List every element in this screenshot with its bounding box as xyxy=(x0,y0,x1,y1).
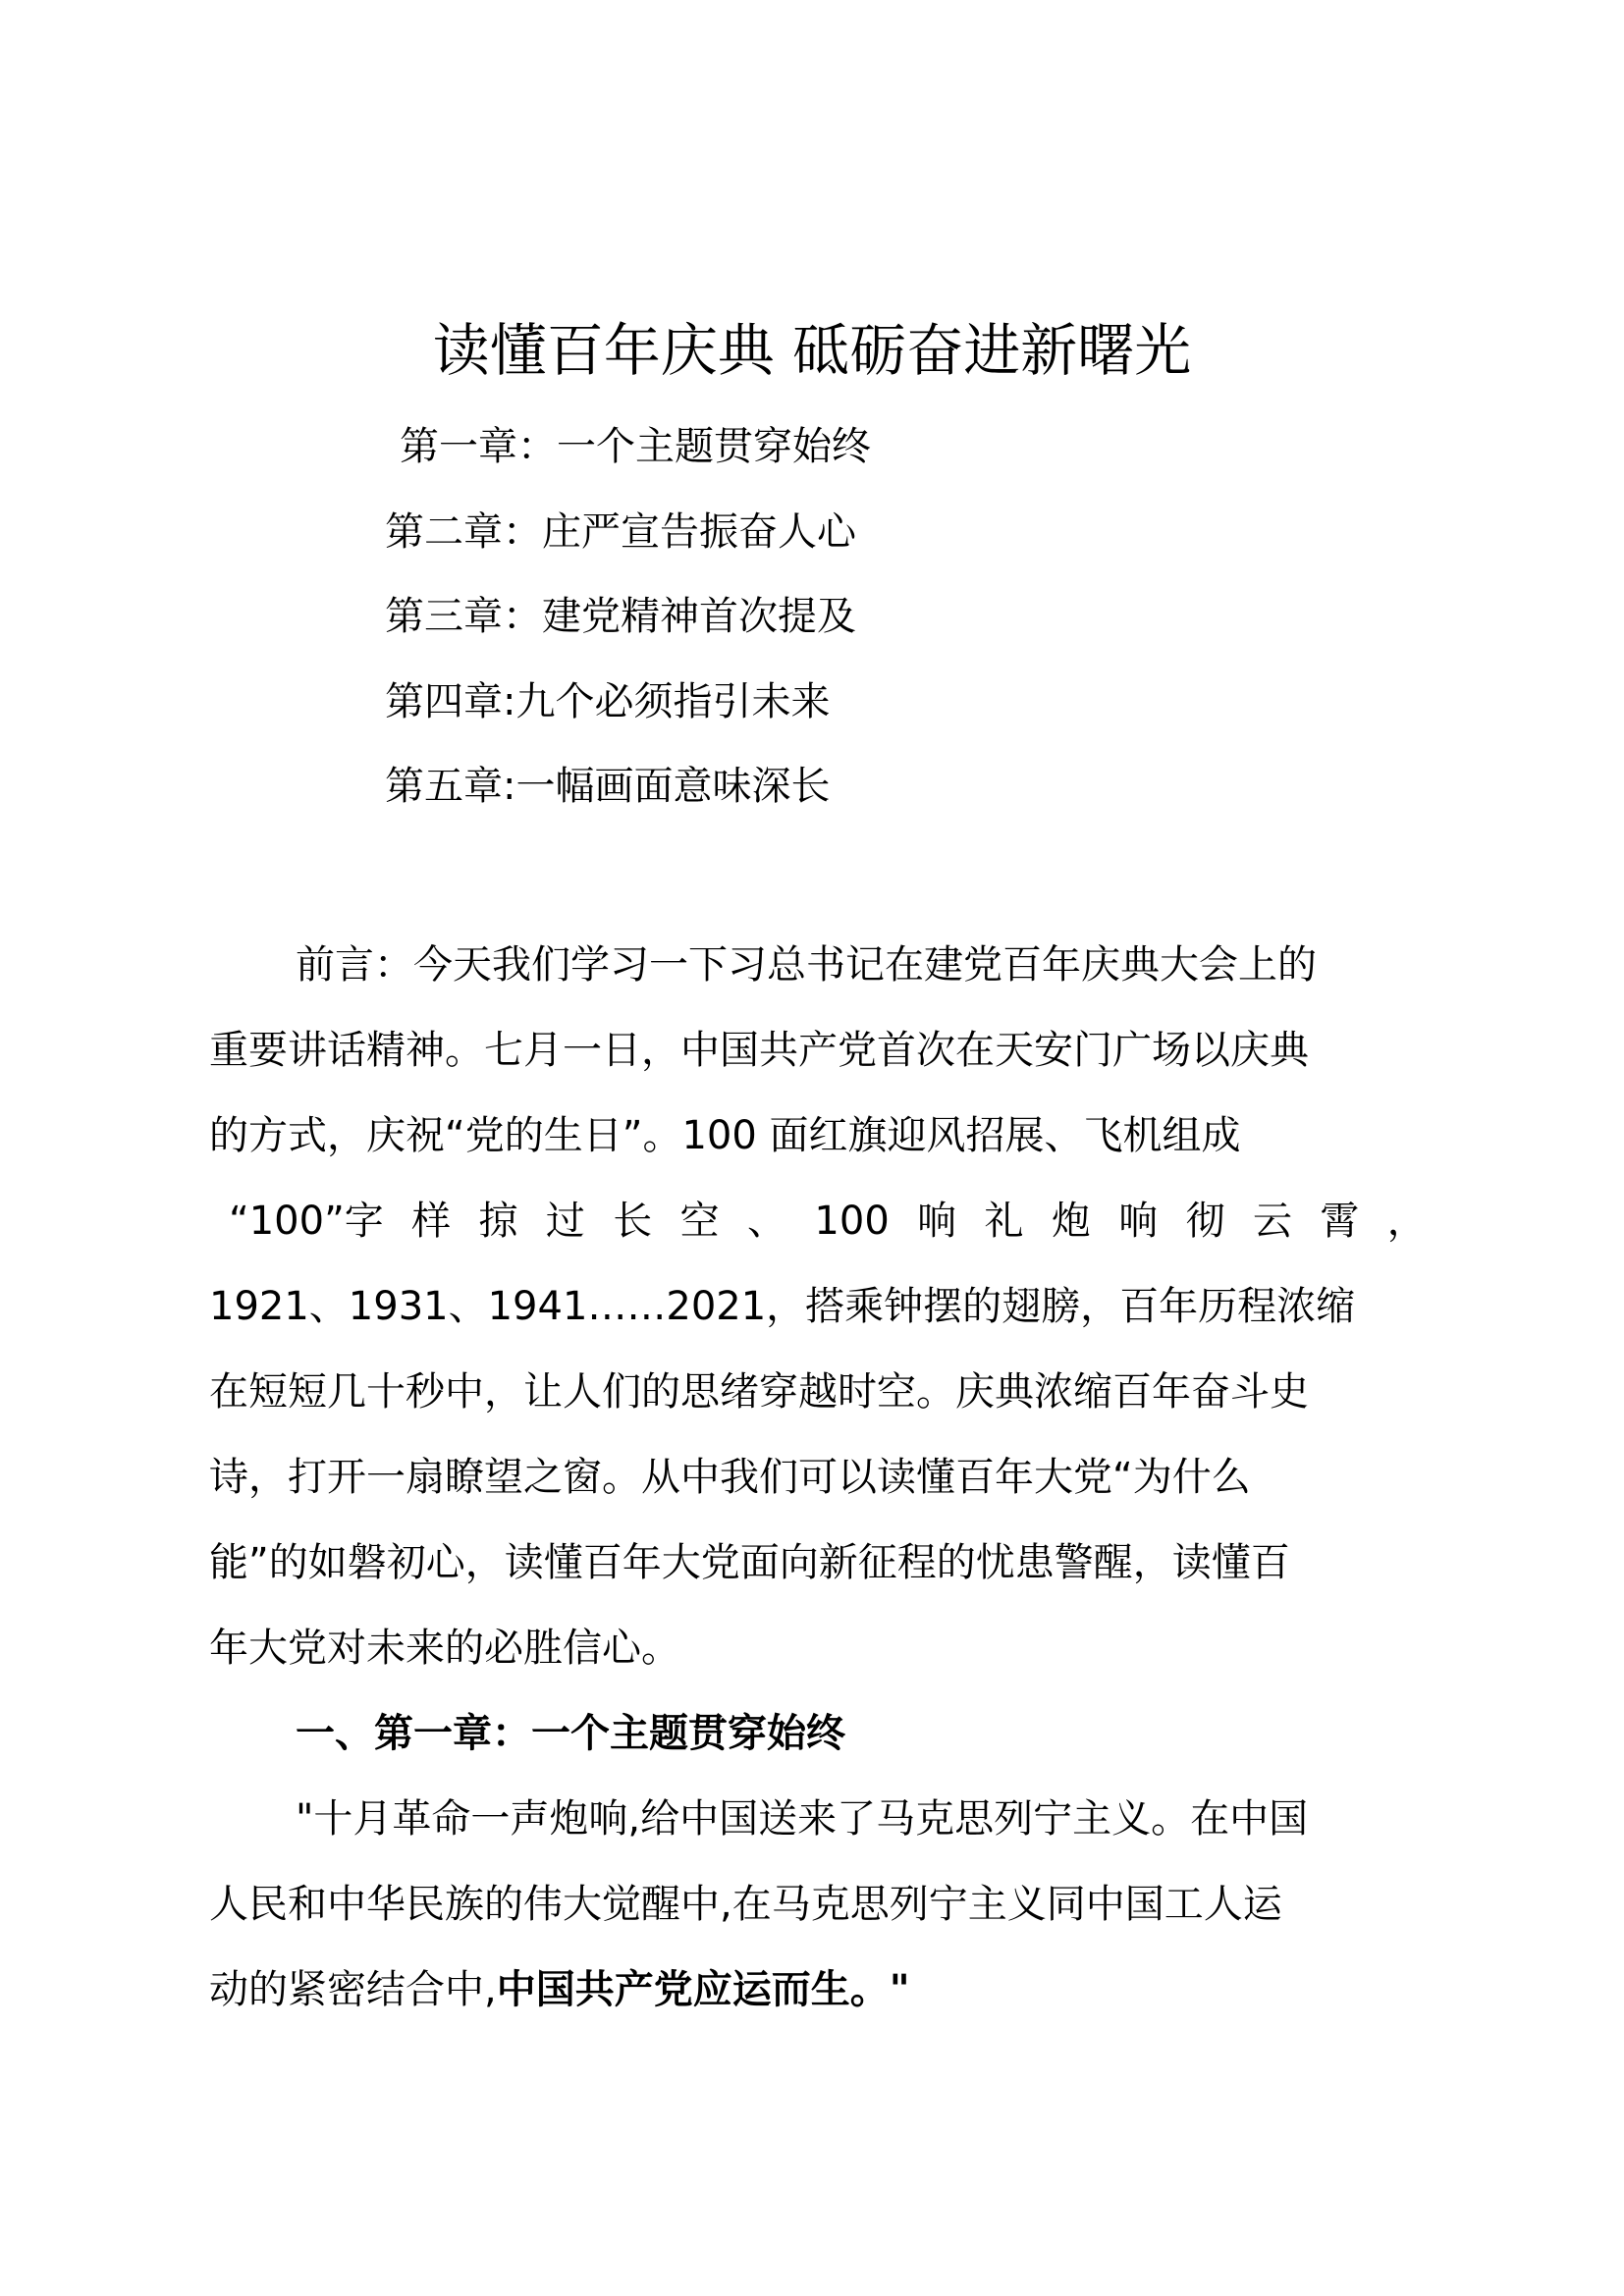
quote-line-2: 人民和中华民族的伟大觉醒中,在马克思列宁主义同中国工人运 xyxy=(209,1882,1282,1927)
quote-emphasis: 中国共产党应运而生。 xyxy=(496,1967,890,2012)
preface-line-4-seg: ， xyxy=(1386,1199,1427,1244)
document-body xyxy=(209,923,1427,2033)
preface-line-8: 能”的如磐初心，读懂百年大党面向新征程的忧患警醒，读懂百 xyxy=(209,1540,1290,1585)
toc-item-chapter-5: 第五章:一幅画面意味深长 xyxy=(385,764,831,809)
preface-line-4-seg: 响 xyxy=(917,1199,957,1244)
preface-line-4-seg: 彻 xyxy=(1185,1199,1225,1244)
preface-line-7: 诗，打开一扇瞭望之窗。从中我们可以读懂百年大党“为什么 xyxy=(209,1455,1251,1500)
preface-line-4-seg: 响 xyxy=(1118,1199,1159,1244)
preface-line-4-seg: 空 xyxy=(679,1199,720,1244)
section-heading-chapter-1: 一、第一章：一个主题贯穿始终 xyxy=(296,1711,845,1756)
preface-line-6: 在短短几十秒中，让人们的思绪穿越时空。庆典浓缩百年奋斗史 xyxy=(209,1369,1309,1415)
preface-line-4-seg: 100 xyxy=(814,1199,890,1244)
preface-line-4-seg: 云 xyxy=(1253,1199,1293,1244)
preface-line-4-seg: 、 xyxy=(747,1199,787,1244)
table-of-contents xyxy=(385,404,871,829)
quote-line-3-normal: 动的紧密结合中, xyxy=(209,1967,497,2012)
preface-line-4-seg: 掠 xyxy=(478,1199,518,1244)
quote-line-1: "十月革命一声炮响,给中国送来了马克思列宁主义。在中国 xyxy=(296,1796,1309,1842)
section-1-quote-paragraph xyxy=(209,1777,1427,2033)
preface-line-4 xyxy=(209,1179,1427,1264)
preface-line-3: 的方式，庆祝“党的生日”。100 面红旗迎风招展、飞机组成 xyxy=(209,1113,1241,1158)
preface-line-4-seg: 霄 xyxy=(1320,1199,1360,1244)
toc-item-chapter-2: 第二章：庄严宣告振奋人心 xyxy=(385,508,856,555)
preface-line-9: 年大党对未来的必胜信心。 xyxy=(209,1626,680,1671)
preface-line-4-seg: 过 xyxy=(545,1199,585,1244)
toc-item-chapter-4: 第四章:九个必须指引未来 xyxy=(385,678,831,724)
preface-line-4-seg: “100”字 xyxy=(229,1199,384,1244)
preface-line-4-seg: 礼 xyxy=(984,1199,1024,1244)
quote-line-3 xyxy=(209,1948,1427,2033)
preface-line-5: 1921、1931、1941……2021，搭乘钟摆的翅膀，百年历程浓缩 xyxy=(209,1284,1356,1329)
toc-item-chapter-1: 第一章：一个主题贯穿始终 xyxy=(400,424,871,469)
preface-line-4-seg: 炮 xyxy=(1051,1199,1091,1244)
document-title: 读懂百年庆典 砥砺奋进新曙光 xyxy=(432,317,1192,384)
preface-line-4-seg: 长 xyxy=(613,1199,653,1244)
quote-close-mark: " xyxy=(889,1967,910,2012)
preface-line-2: 重要讲话精神。七月一日，中国共产党首次在天安门广场以庆典 xyxy=(209,1028,1309,1073)
preface-paragraph xyxy=(209,923,1427,1691)
preface-line-1: 前言：今天我们学习一下习总书记在建党百年庆典大会上的 xyxy=(296,942,1317,988)
toc-item-chapter-3: 第三章：建党精神首次提及 xyxy=(385,594,856,639)
preface-line-4-seg: 样 xyxy=(411,1199,452,1244)
